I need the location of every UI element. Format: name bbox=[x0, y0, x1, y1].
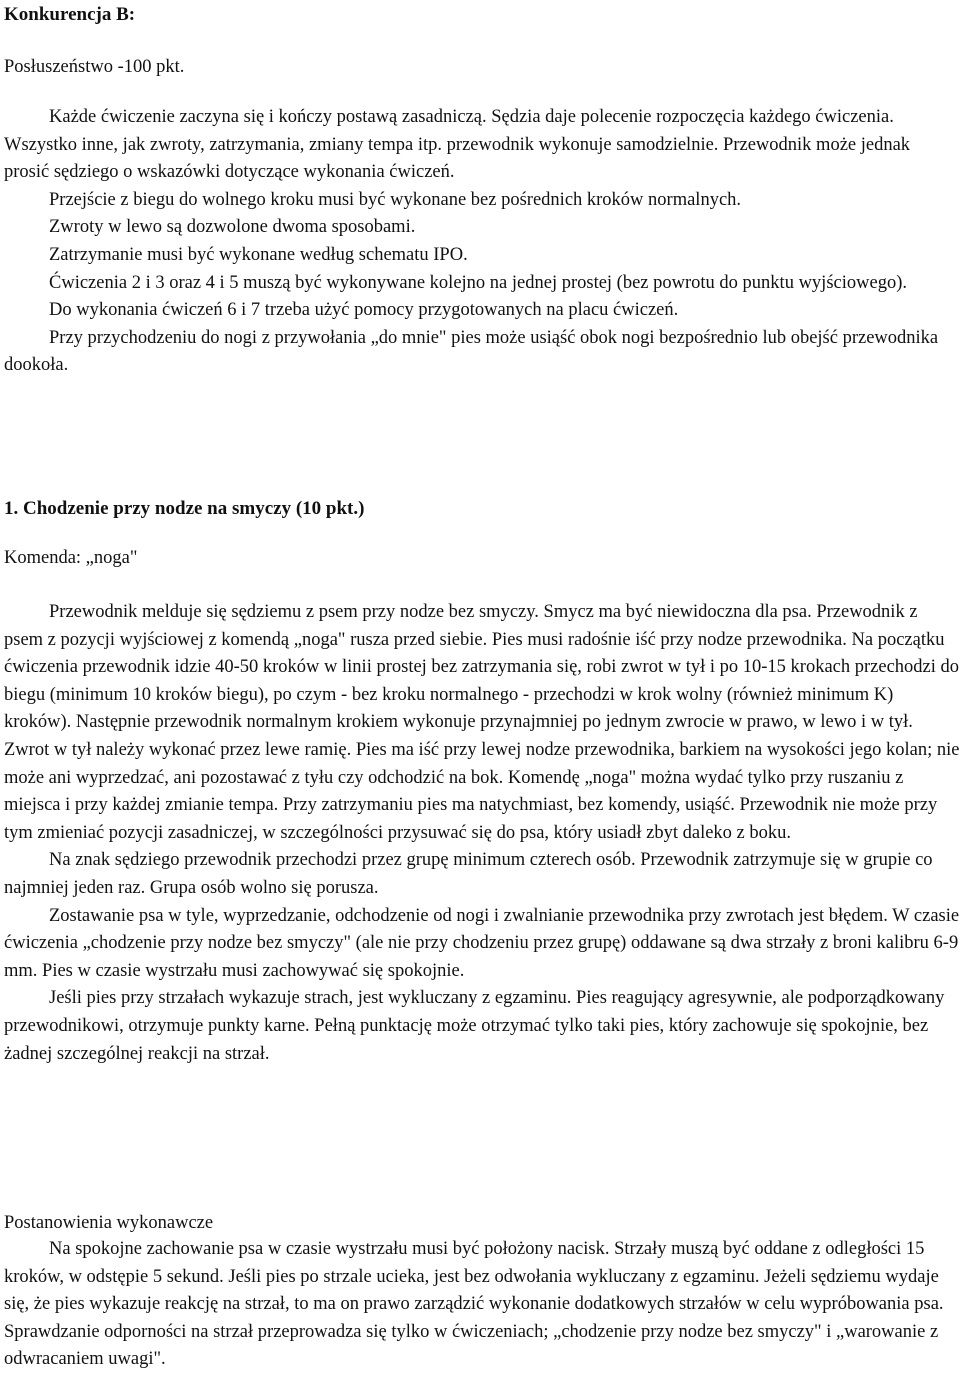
intro-paragraph: Do wykonania ćwiczeń 6 i 7 trzeba użyć pomocy przygotowanych na placu ćwiczeń. bbox=[49, 300, 679, 321]
execution-rules-paragraph: Sprawdzanie odporności na strzał przeprowadza się tylko w ćwiczeniach; „chodzenie przy nodze bez smyczy" i „warowanie z odwracaniem uwagi". bbox=[4, 1321, 939, 1370]
intro-paragraph: Każde ćwiczenie zaczyna się i kończy postawą zasadniczą. Sędzia daje polecenie rozpoczęcia każdego ćwiczenia. Wszystko inne, jak zwroty, zatrzymania, zmiany tempa itp. przewodnik wykonuje samodzielnie. Przewodnik może jednak prosić sędziego o wskazówki dotyczące wykonania ćwiczeń. bbox=[4, 107, 911, 183]
exercise-1-paragraph: Przewodnik melduje się sędziemu z psem przy nodze bez smyczy. Smycz ma być niewidoczna dla psa. Przewodnik z psem z pozycji wyjściowej z komendą „noga" rusza przed siebie. Pies musi radośnie iść przy nodze przewodnika. Na początku ćwiczenia przewodnik idzie 40-50 kroków w linii prostej bez zatrzymania się, robi zwrot w tył i po 10-15 krokach przechodzi do biegu (minimum 10 kroków biegu), po czym - bez kroku normalnego - przechodzi w krok wolny (również minimum K) kroków). Następnie przewodnik normalnym krokiem wykonuje przynajmniej po jednym zwrocie w prawo, w lewo i w tył. Zwrot w tył należy wykonać przez lewe ramię. Pies ma iść przy lewej nodze przewodnika, barkiem na wysokości jego kolan; nie może ani wyprzedzać, ani pozostawać z tyłu czy odchodzić na bok. Komendę „noga" można wydać tylko przy ruszaniu z miejsca i przy każdej zmianie tempa. Przy zatrzymaniu pies ma natychmiast, bez komendy, usiąść. Przewodnik nie może przy tym zmieniać pozycji zasadniczej, w szczególności przysuwać się do psa, który usiadł zbyt daleko z boku. bbox=[4, 602, 960, 843]
exercise-1-paragraph: Jeśli pies przy strzałach wykazuje strach, jest wykluczany z egzaminu. Pies reagujący agresywnie, ale podporządkowany przewodnikowi, otrzymuje punkty karne. Pełną punktację może otrzymać tylko taki pies, który zachowuje się spokojnie, bez żadnej szczególnej reakcji na strzał. bbox=[4, 988, 945, 1064]
obedience-points: Posłuszeństwo -100 pkt. bbox=[4, 57, 185, 77]
exercise-1-command: Komenda: „noga" bbox=[4, 548, 138, 568]
exercise-1-paragraph: Na znak sędziego przewodnik przechodzi przez grupę minimum czterech osób. Przewodnik zatrzymuje się w grupie co najmniej jeden raz. Grupa osób wolno się porusza. bbox=[4, 850, 933, 898]
execution-rules-paragraph: Na spokojne zachowanie psa w czasie wystrzału musi być położony nacisk. Strzały muszą być oddane z odległości 15 kroków, w odstępie 5 sekund. Jeśli pies po strzale ucieka, jest bez odwołania wykluczany z egzaminu. Jeżeli sędziemu wydaje się, że pies wykazuje reakcję na strzał, to ma on prawo zarządzić wykonanie dodatkowych strzałów w celu wypróbowania psa. bbox=[4, 1239, 944, 1315]
intro-paragraph: Przejście z biegu do wolnego kroku musi być wykonane bez pośrednich kroków normalnych. bbox=[49, 189, 742, 210]
intro-paragraph: Ćwiczenia 2 i 3 oraz 4 i 5 muszą być wykonywane kolejno na jednej prostej (bez powrotu do punktu wyjściowego). bbox=[49, 272, 907, 293]
exercise-1-paragraph: Zostawanie psa w tyle, wyprzedzanie, odchodzenie od nogi i zwalnianie przewodnika przy zwrotach jest błędem. W czasie ćwiczenia „chodzenie przy nodze bez smyczy" (ale nie przy chodzeniu przez grupę) oddawane są dwa strzały z broni kalibru 6-9 mm. Pies w czasie wystrzału musi zachowywać się spokojnie. bbox=[4, 905, 960, 981]
intro-paragraph: Zwroty w lewo są dozwolone dwoma sposobami. bbox=[49, 217, 416, 238]
execution-rules-body bbox=[4, 1236, 960, 1374]
exercise-1-body bbox=[4, 599, 960, 1068]
exercise-1-heading: 1. Chodzenie przy nodze na smyczy (10 pkt.) bbox=[4, 498, 365, 519]
intro-section bbox=[4, 104, 958, 380]
intro-paragraph: Przy przychodzeniu do nogi z przywołania „do mnie" pies może usiąść obok nogi bezpośrednio lub obejść przewodnika dookoła. bbox=[4, 327, 939, 376]
competition-heading: Konkurencja B: bbox=[4, 4, 136, 25]
execution-rules-heading: Postanowienia wykonawcze bbox=[4, 1213, 214, 1233]
intro-paragraph: Zatrzymanie musi być wykonane według schematu IPO. bbox=[49, 244, 468, 265]
